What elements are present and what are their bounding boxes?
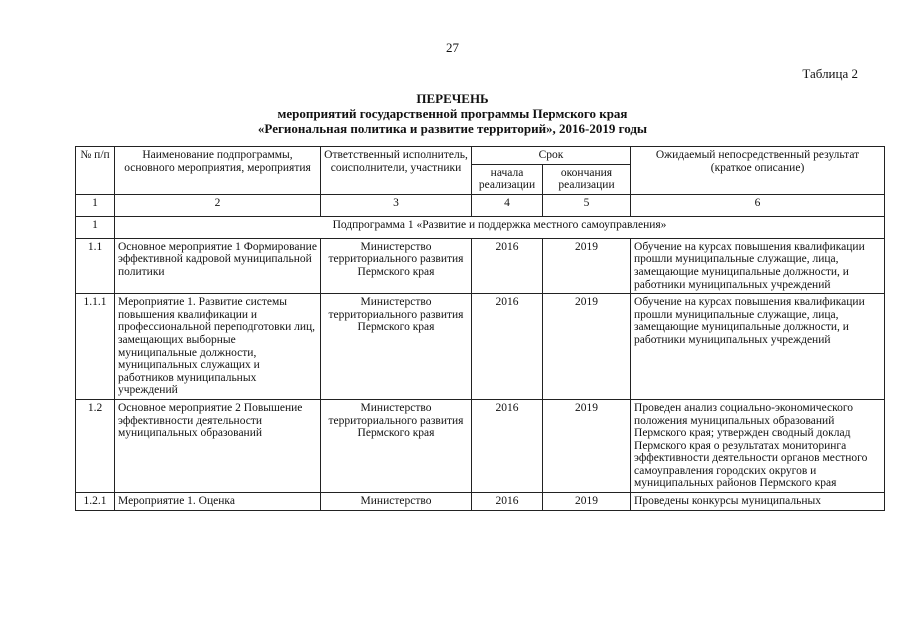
page-number: 27 <box>446 40 459 55</box>
header-start: начала реализации <box>472 164 543 194</box>
row-end: 2019 <box>543 294 631 400</box>
heading-title: ПЕРЕЧЕНЬ <box>416 91 489 106</box>
table-row <box>76 493 885 511</box>
row-num: 1.2.1 <box>76 493 115 511</box>
heading-subtitle: мероприятий государственной программы Пермского края <box>277 106 628 121</box>
header-end: окончания реализации <box>543 164 631 194</box>
row-executor: Министерство территориального развития Пермского края <box>321 399 472 492</box>
row-result: Проведен анализ социально-экономического положения муниципальных образований Пермского края; утвержден сводный доклад Пермского края о результатах мониторинга эффективности деятельности органов местного самоуправления городских округов и муниципальных районов Пермского края <box>631 399 885 492</box>
header-term: Срок <box>472 147 631 165</box>
header-name: Наименование подпрограммы, основного мероприятия, мероприятия <box>115 147 321 195</box>
table-row <box>76 399 885 492</box>
table-row <box>76 238 885 293</box>
row-num: 1.1.1 <box>76 294 115 400</box>
header-executor: Ответственный исполнитель, соисполнители, участники <box>321 147 472 195</box>
row-executor: Министерство территориального развития Пермского края <box>321 238 472 293</box>
row-executor: Министерство территориального развития Пермского края <box>321 294 472 400</box>
row-num: 1.2 <box>76 399 115 492</box>
subprogram-title: Подпрограмма 1 «Развитие и поддержка местного самоуправления» <box>115 216 885 238</box>
row-executor: Министерство <box>321 493 472 511</box>
header-num: № п/п <box>76 147 115 195</box>
table-label: Таблица 2 <box>802 66 858 81</box>
row-end: 2019 <box>543 238 631 293</box>
row-result: Обучение на курсах повышения квалификации прошли муниципальные служащие, лица, замещающие муниципальные должности, и работники муниципальных учреждений <box>631 294 885 400</box>
heading-program-name: «Региональная политика и развитие территорий», 2016-2019 годы <box>257 121 648 136</box>
column-number: 4 <box>472 194 543 216</box>
column-number: 2 <box>115 194 321 216</box>
row-name: Мероприятие 1. Оценка <box>115 493 321 511</box>
activities-table <box>75 146 885 511</box>
row-name: Основное мероприятие 2 Повышение эффективности деятельности муниципальных образований <box>115 399 321 492</box>
subprogram-row <box>76 216 885 238</box>
row-name: Мероприятие 1. Развитие системы повышения квалификации и профессиональной переподготовки лиц, замещающих выборные муниципальные должности, муниципальных служащих и работников муниципальных учреждений <box>115 294 321 400</box>
subprogram-num: 1 <box>76 216 115 238</box>
header-result: Ожидаемый непосредственный результат (краткое описание) <box>631 147 885 195</box>
row-num: 1.1 <box>76 238 115 293</box>
row-result: Проведены конкурсы муниципальных <box>631 493 885 511</box>
row-start: 2016 <box>472 493 543 511</box>
column-number: 1 <box>76 194 115 216</box>
document-heading <box>0 91 905 136</box>
table-row <box>76 294 885 400</box>
row-name: Основное мероприятие 1 Формирование эффективной кадровой муниципальной политики <box>115 238 321 293</box>
table-header-row <box>76 147 885 165</box>
row-result: Обучение на курсах повышения квалификации прошли муниципальные служащие, лица, замещающие муниципальные должности, и работники муниципальных учреждений <box>631 238 885 293</box>
row-start: 2016 <box>472 294 543 400</box>
column-number: 6 <box>631 194 885 216</box>
row-end: 2019 <box>543 399 631 492</box>
column-number-row <box>76 194 885 216</box>
column-number: 3 <box>321 194 472 216</box>
row-start: 2016 <box>472 399 543 492</box>
row-start: 2016 <box>472 238 543 293</box>
row-end: 2019 <box>543 493 631 511</box>
column-number: 5 <box>543 194 631 216</box>
